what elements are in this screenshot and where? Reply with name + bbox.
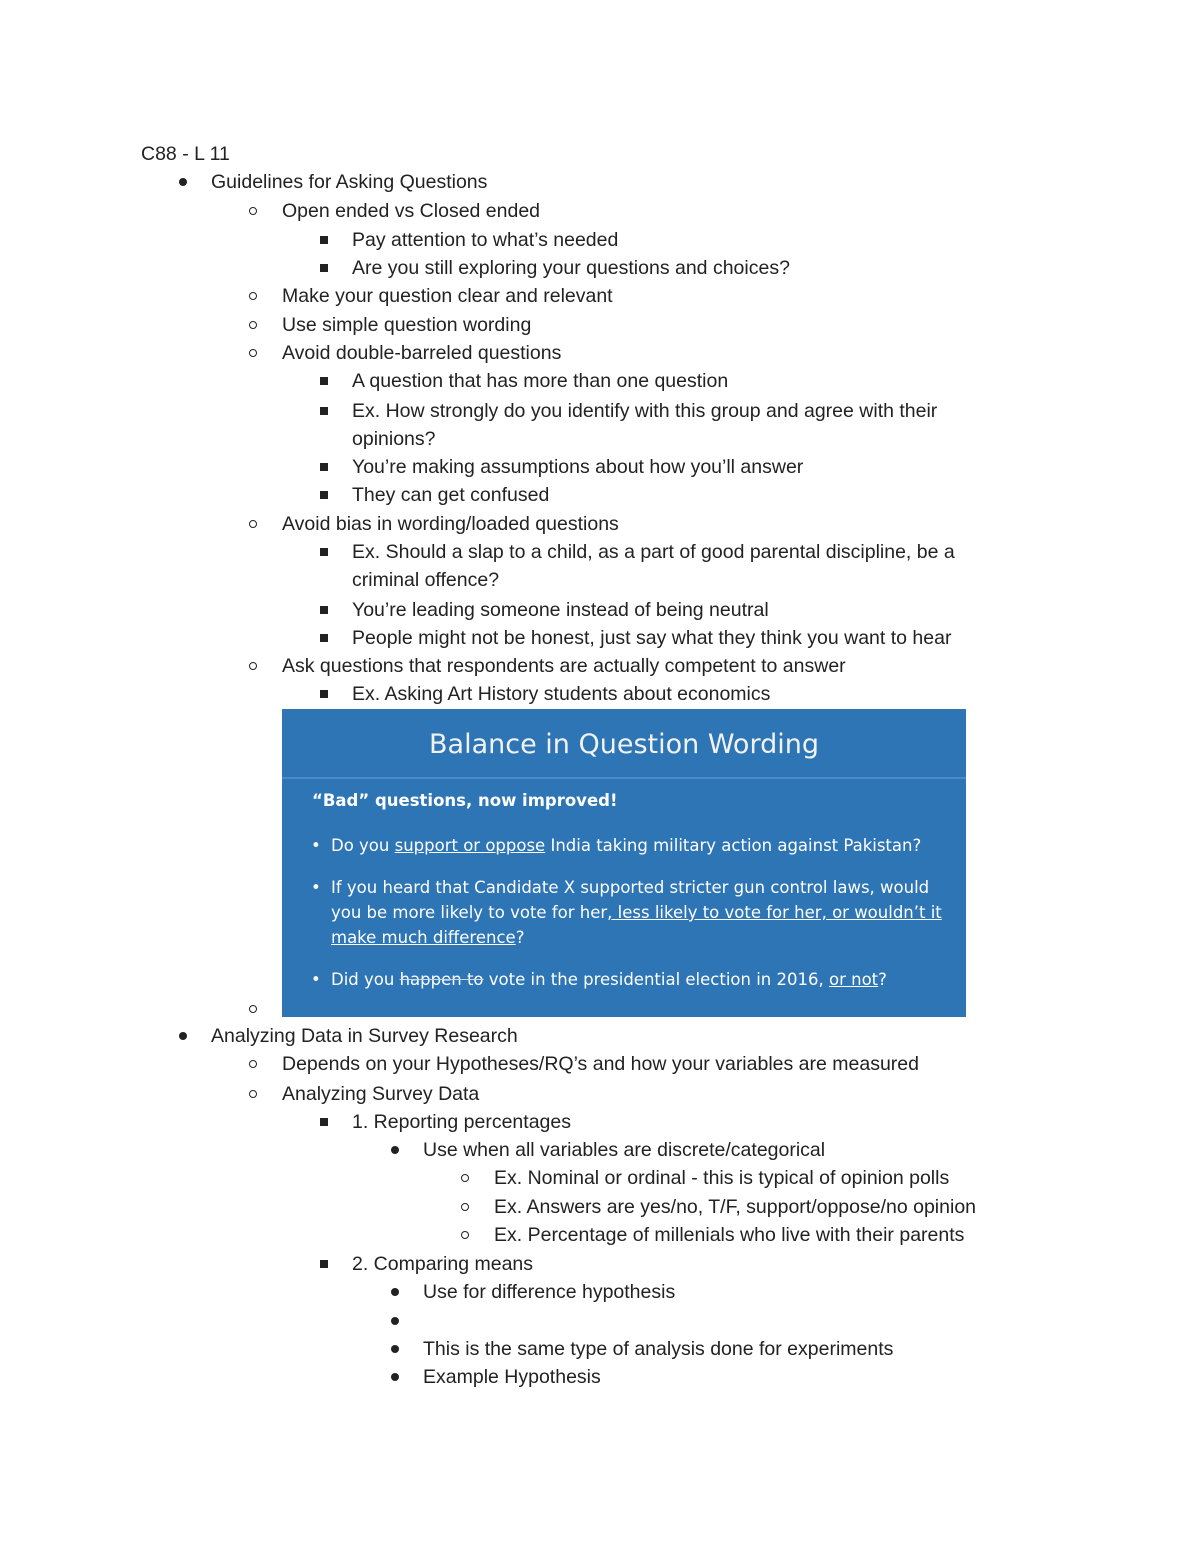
disc-bullet-icon [391, 1288, 399, 1296]
square-bullet-icon [320, 463, 328, 471]
disc-bullet-icon [179, 178, 187, 186]
outline-item: Guidelines for Asking Questions [0, 168, 1200, 196]
square-bullet-icon [320, 1260, 328, 1268]
circle-bullet-icon [249, 321, 257, 329]
circle-bullet-icon [249, 1005, 257, 1013]
disc-bullet-icon [391, 1317, 399, 1325]
square-bullet-icon [320, 264, 328, 272]
outline-item: Ex. Should a slap to a child, as a part of good parental discipline, be a criminal offence? [0, 538, 1200, 594]
slide-divider [282, 777, 966, 779]
outline-item-empty [0, 1307, 1200, 1335]
outline-item: Ex. How strongly do you identify with this group and agree with their opinions? [0, 397, 1200, 453]
outline-item: Depends on your Hypotheses/RQ’s and how your variables are measured [0, 1050, 1200, 1078]
outline-item: Ex. Percentage of millenials who live with their parents [0, 1221, 1200, 1249]
square-bullet-icon [320, 407, 328, 415]
circle-bullet-icon [461, 1174, 469, 1182]
circle-bullet-icon [249, 292, 257, 300]
circle-bullet-icon [461, 1203, 469, 1211]
square-bullet-icon [320, 606, 328, 614]
square-bullet-icon [320, 377, 328, 385]
circle-bullet-icon [249, 1060, 257, 1068]
outline-item: 1. Reporting percentages [0, 1108, 1200, 1136]
outline-item: Example Hypothesis [0, 1363, 1200, 1391]
outline-item: People might not be honest, just say what they think you want to hear [0, 624, 1200, 652]
square-bullet-icon [320, 491, 328, 499]
slide-bullet: • Did you happen to vote in the presidential election in 2016, or not? [331, 967, 946, 992]
disc-bullet-icon [179, 1032, 187, 1040]
circle-bullet-icon [461, 1231, 469, 1239]
disc-bullet-icon [391, 1373, 399, 1381]
circle-bullet-icon [249, 349, 257, 357]
outline-item: Use when all variables are discrete/categorical [0, 1136, 1200, 1164]
outline-item: Open ended vs Closed ended [0, 197, 1200, 225]
slide-bullet: • Do you support or oppose India taking military action against Pakistan? [331, 833, 946, 858]
square-bullet-icon [320, 690, 328, 698]
outline-item: Make your question clear and relevant [0, 282, 1200, 310]
outline-item: Ex. Nominal or ordinal - this is typical of opinion polls [0, 1164, 1200, 1192]
outline-item: A question that has more than one question [0, 367, 1200, 395]
disc-bullet-icon [391, 1345, 399, 1353]
circle-bullet-icon [249, 207, 257, 215]
outline-item: Use for difference hypothesis [0, 1278, 1200, 1306]
slide-bullet-icon: • [311, 878, 321, 897]
outline-item: This is the same type of analysis done for experiments [0, 1335, 1200, 1363]
disc-bullet-icon [391, 1146, 399, 1154]
circle-bullet-icon [249, 662, 257, 670]
outline-item: Avoid bias in wording/loaded questions [0, 510, 1200, 538]
slide-bullet-icon: • [311, 836, 321, 855]
slide-subtitle: “Bad” questions, now improved! [312, 791, 618, 810]
outline-item: Are you still exploring your questions and choices? [0, 254, 1200, 282]
page-title: C88 - L 11 [141, 143, 230, 165]
outline-item: Avoid double-barreled questions [0, 339, 1200, 367]
outline-item: Use simple question wording [0, 311, 1200, 339]
circle-bullet-icon [249, 1090, 257, 1098]
outline-item: Ask questions that respondents are actually competent to answer [0, 652, 1200, 680]
outline-item: You’re leading someone instead of being neutral [0, 596, 1200, 624]
outline-item: Pay attention to what’s needed [0, 226, 1200, 254]
square-bullet-icon [320, 236, 328, 244]
outline-item: You’re making assumptions about how you’ll answer [0, 453, 1200, 481]
outline-item: 2. Comparing means [0, 1250, 1200, 1278]
square-bullet-icon [320, 1118, 328, 1126]
square-bullet-icon [320, 548, 328, 556]
outline-item: Analyzing Survey Data [0, 1080, 1200, 1108]
outline-item: They can get confused [0, 481, 1200, 509]
square-bullet-icon [320, 634, 328, 642]
slide-title: Balance in Question Wording [429, 729, 819, 760]
outline-item: Ex. Asking Art History students about economics [0, 680, 1200, 708]
outline-item: Ex. Answers are yes/no, T/F, support/oppose/no opinion [0, 1193, 1200, 1221]
slide-bullet: • If you heard that Candidate X supported stricter gun control laws, would you be more likely to vote for her, less likely to vote for her, or wouldn’t it make much difference? [331, 875, 946, 950]
circle-bullet-icon [249, 520, 257, 528]
outline-item: Analyzing Data in Survey Research [0, 1022, 1200, 1050]
slide-bullet-icon: • [311, 970, 321, 989]
slide-image [282, 709, 966, 1017]
outline-item-empty [0, 995, 1200, 1023]
